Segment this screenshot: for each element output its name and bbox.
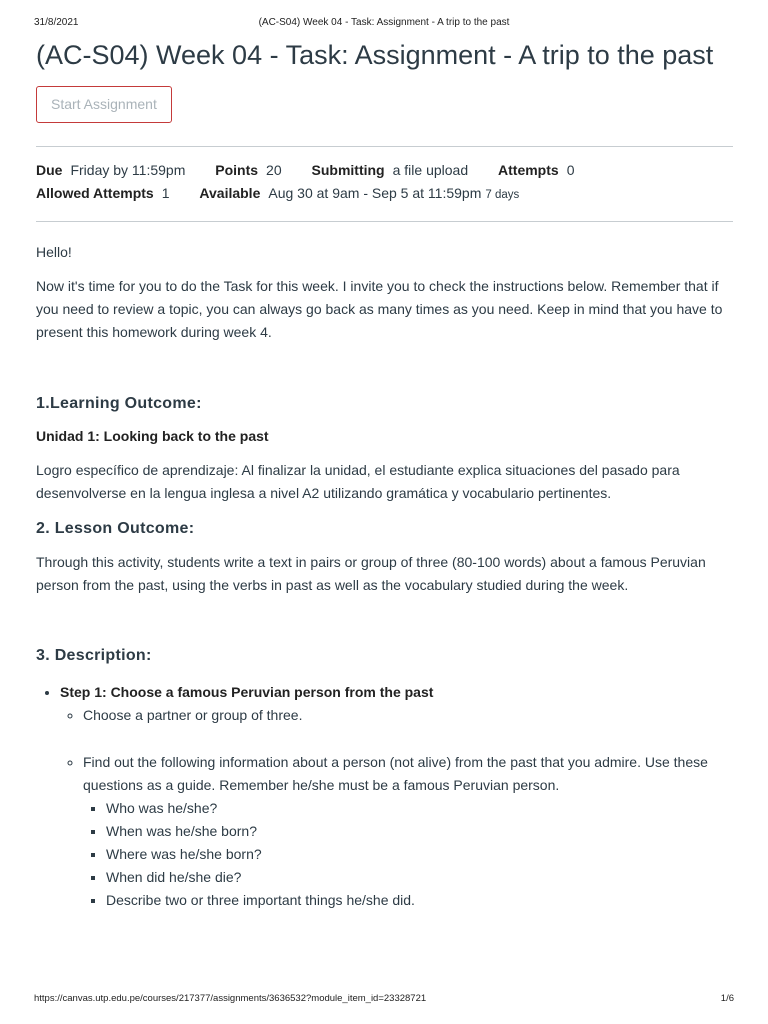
logro-paragraph: Logro específico de aprendizaje: Al finalizar la unidad, el estudiante explica situaciones del pasado para desenvolverse en la lengua inglesa a nivel A2 utilizando gramática y vocabulario pertinentes. <box>36 462 680 501</box>
step-1 <box>60 681 733 912</box>
details-row-1 <box>36 159 733 182</box>
due-label: Due <box>36 162 63 178</box>
step-1-sub-2 <box>83 751 733 912</box>
step-1-title: Step 1: Choose a famous Peruvian person from the past <box>60 684 434 700</box>
attempts-value: 0 <box>566 162 575 178</box>
allowed-attempts-label: Allowed Attempts <box>36 185 154 201</box>
lesson-outcome-heading: 2. Lesson Outcome: <box>36 520 195 537</box>
allowed-attempts-value: 1 <box>161 185 170 201</box>
unit-heading: Unidad 1: Looking back to the past <box>36 428 269 444</box>
assignment-description <box>36 241 733 912</box>
points-label: Points <box>215 162 259 178</box>
due-value: Friday by 11:59pm <box>70 162 186 178</box>
greeting: Hello! <box>36 244 72 260</box>
print-footer <box>34 993 734 1007</box>
page-number: 1/6 <box>720 993 734 1004</box>
step-1-sublist <box>60 704 733 912</box>
available-label: Available <box>199 185 261 201</box>
step-1-sub-1-text: Choose a partner or group of three. <box>83 707 303 723</box>
question-item: ▪ Who was he/she? <box>106 797 733 820</box>
question-item: ▪ When was he/she born? <box>106 820 733 843</box>
submitting-label: Submitting <box>311 162 385 178</box>
intro-paragraph: Now it's time for you to do the Task for this week. I invite you to check the instructions below. Remember that if you need to review a topic, you can always go back as many times as you need. Keep in mind that you have to present this homework during week 4. <box>36 278 723 340</box>
print-url[interactable]: https://canvas.utp.edu.pe/courses/217377/assignments/3636532?module_item_id=23328721 <box>34 993 427 1004</box>
step-1-sub-1 <box>83 704 733 727</box>
available-value: Aug 30 at 9am - Sep 5 at 11:59pm <box>268 185 482 201</box>
step-list <box>36 681 733 912</box>
question-item: ▪ Where was he/she born? <box>106 843 733 866</box>
start-assignment-button[interactable]: Start Assignment <box>36 86 172 123</box>
description-heading: 3. Description: <box>36 647 152 664</box>
points-value: 20 <box>266 162 282 178</box>
lesson-outcome-paragraph: Through this activity, students write a text in pairs or group of three (80-100 words) about a famous Peruvian person from the past, using the verbs in past as well as the vocabulary studied during the week. <box>36 554 706 593</box>
attempts-label: Attempts <box>498 162 559 178</box>
available-days: 7 days <box>485 189 520 201</box>
learning-outcome-heading: 1.Learning Outcome: <box>36 395 202 412</box>
question-item: ▪ Describe two or three important things he/she did. <box>106 889 733 912</box>
print-header <box>34 17 734 31</box>
print-title: (AC-S04) Week 04 - Task: Assignment - A trip to the past <box>258 17 510 28</box>
question-item: ▪ When did he/she die? <box>106 866 733 889</box>
submitting-value: a file upload <box>392 162 469 178</box>
assignment-content <box>36 38 733 912</box>
step-1-sub-2-text: Find out the following information about a person (not alive) from the past that you admire. Use these questions as a guide. Remember he/she must be a famous Peruvian person. <box>83 754 708 793</box>
print-date: 31/8/2021 <box>34 17 79 28</box>
assignment-details <box>36 146 733 222</box>
details-row-2 <box>36 182 733 207</box>
page-title: (AC-S04) Week 04 - Task: Assignment - A trip to the past <box>36 40 714 70</box>
question-list <box>83 797 733 912</box>
